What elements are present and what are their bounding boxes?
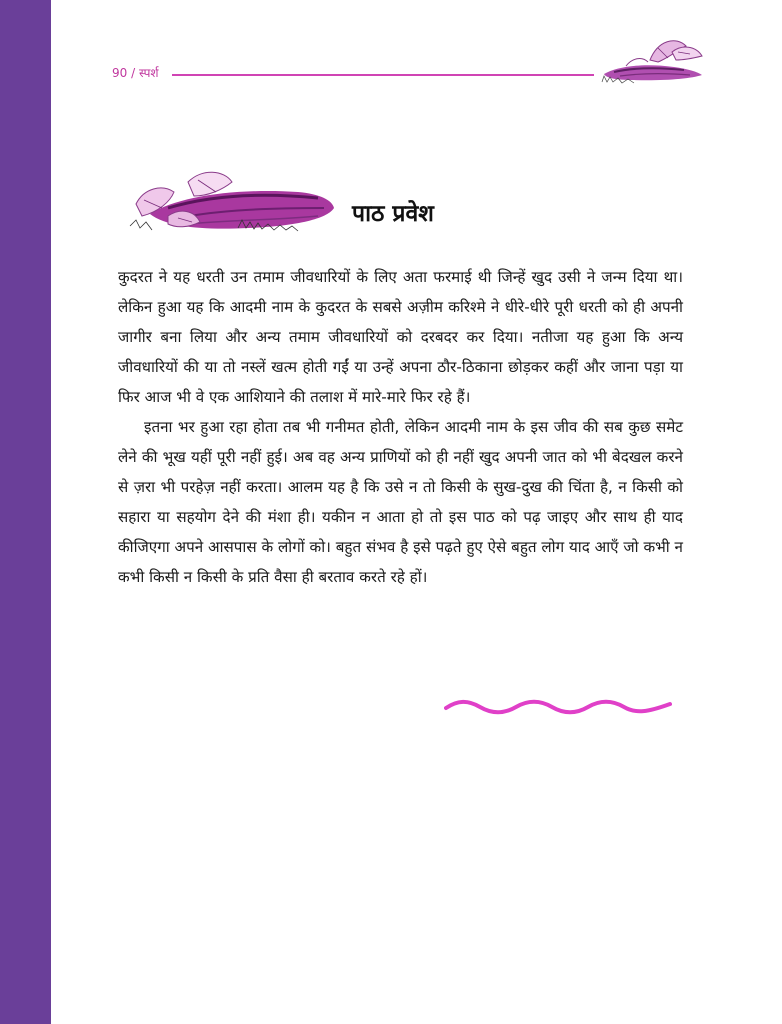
body-text bbox=[118, 262, 683, 592]
side-color-band bbox=[0, 0, 51, 1024]
paragraph-1: कुदरत ने यह धरती उन तमाम जीवधारियों के लिए अता फरमाई थी जिन्हें खुद उसी ने जन्म दिया था। लेकिन हुआ यह कि आदमी नाम के कुदरत के सबसे अज़ीम करिश्मे ने धीरे-धीरे पूरी धरती को ही अपनी जागीर बना लिया और अन्य तमाम जीवधारियों को दरबदर कर दिया। नतीजा यह हुआ कि अन्य जीवधारियों की या तो नस्लें खत्म होती गईं या उन्हें अपना ठौर-ठिकाना छोड़कर कहीं और जाना पड़ा या फिर आज भी वे एक आशियाने की तलाश में मारे-मारे फिर रहे हैं। bbox=[118, 268, 683, 406]
decorative-squiggle bbox=[444, 696, 672, 718]
paragraph-2: इतना भर हुआ रहा होता तब भी गनीमत होती, लेकिन आदमी नाम के इस जीव की सब कुछ समेट लेने की भूख यहीं पूरी नहीं हुई। अब वह अन्य प्राणियों को ही नहीं खुद अपनी जात को भी बेदखल करने से ज़रा भी परहेज़ नहीं करता। आलम यह है कि उसे न तो किसी के सुख-दुख की चिंता है, न किसी को सहारा या सहयोग देने की मंशा ही। यकीन न आता हो तो इस पाठ को पढ़ जाइए और साथ ही याद कीजिएगा अपने आसपास के लोगों को। बहुत संभव है इसे पढ़ते हुए ऐसे बहुत लोग याद आएँ जो कभी न कभी किसी न किसी के प्रति वैसा ही बरताव करते रहे हों। bbox=[118, 418, 683, 586]
corner-illustration bbox=[598, 30, 710, 86]
running-head: 90 / स्पर्श bbox=[112, 66, 159, 80]
section-title: पाठ प्रवेश bbox=[352, 201, 434, 227]
header-rule bbox=[172, 74, 594, 76]
title-illustration bbox=[128, 168, 340, 246]
